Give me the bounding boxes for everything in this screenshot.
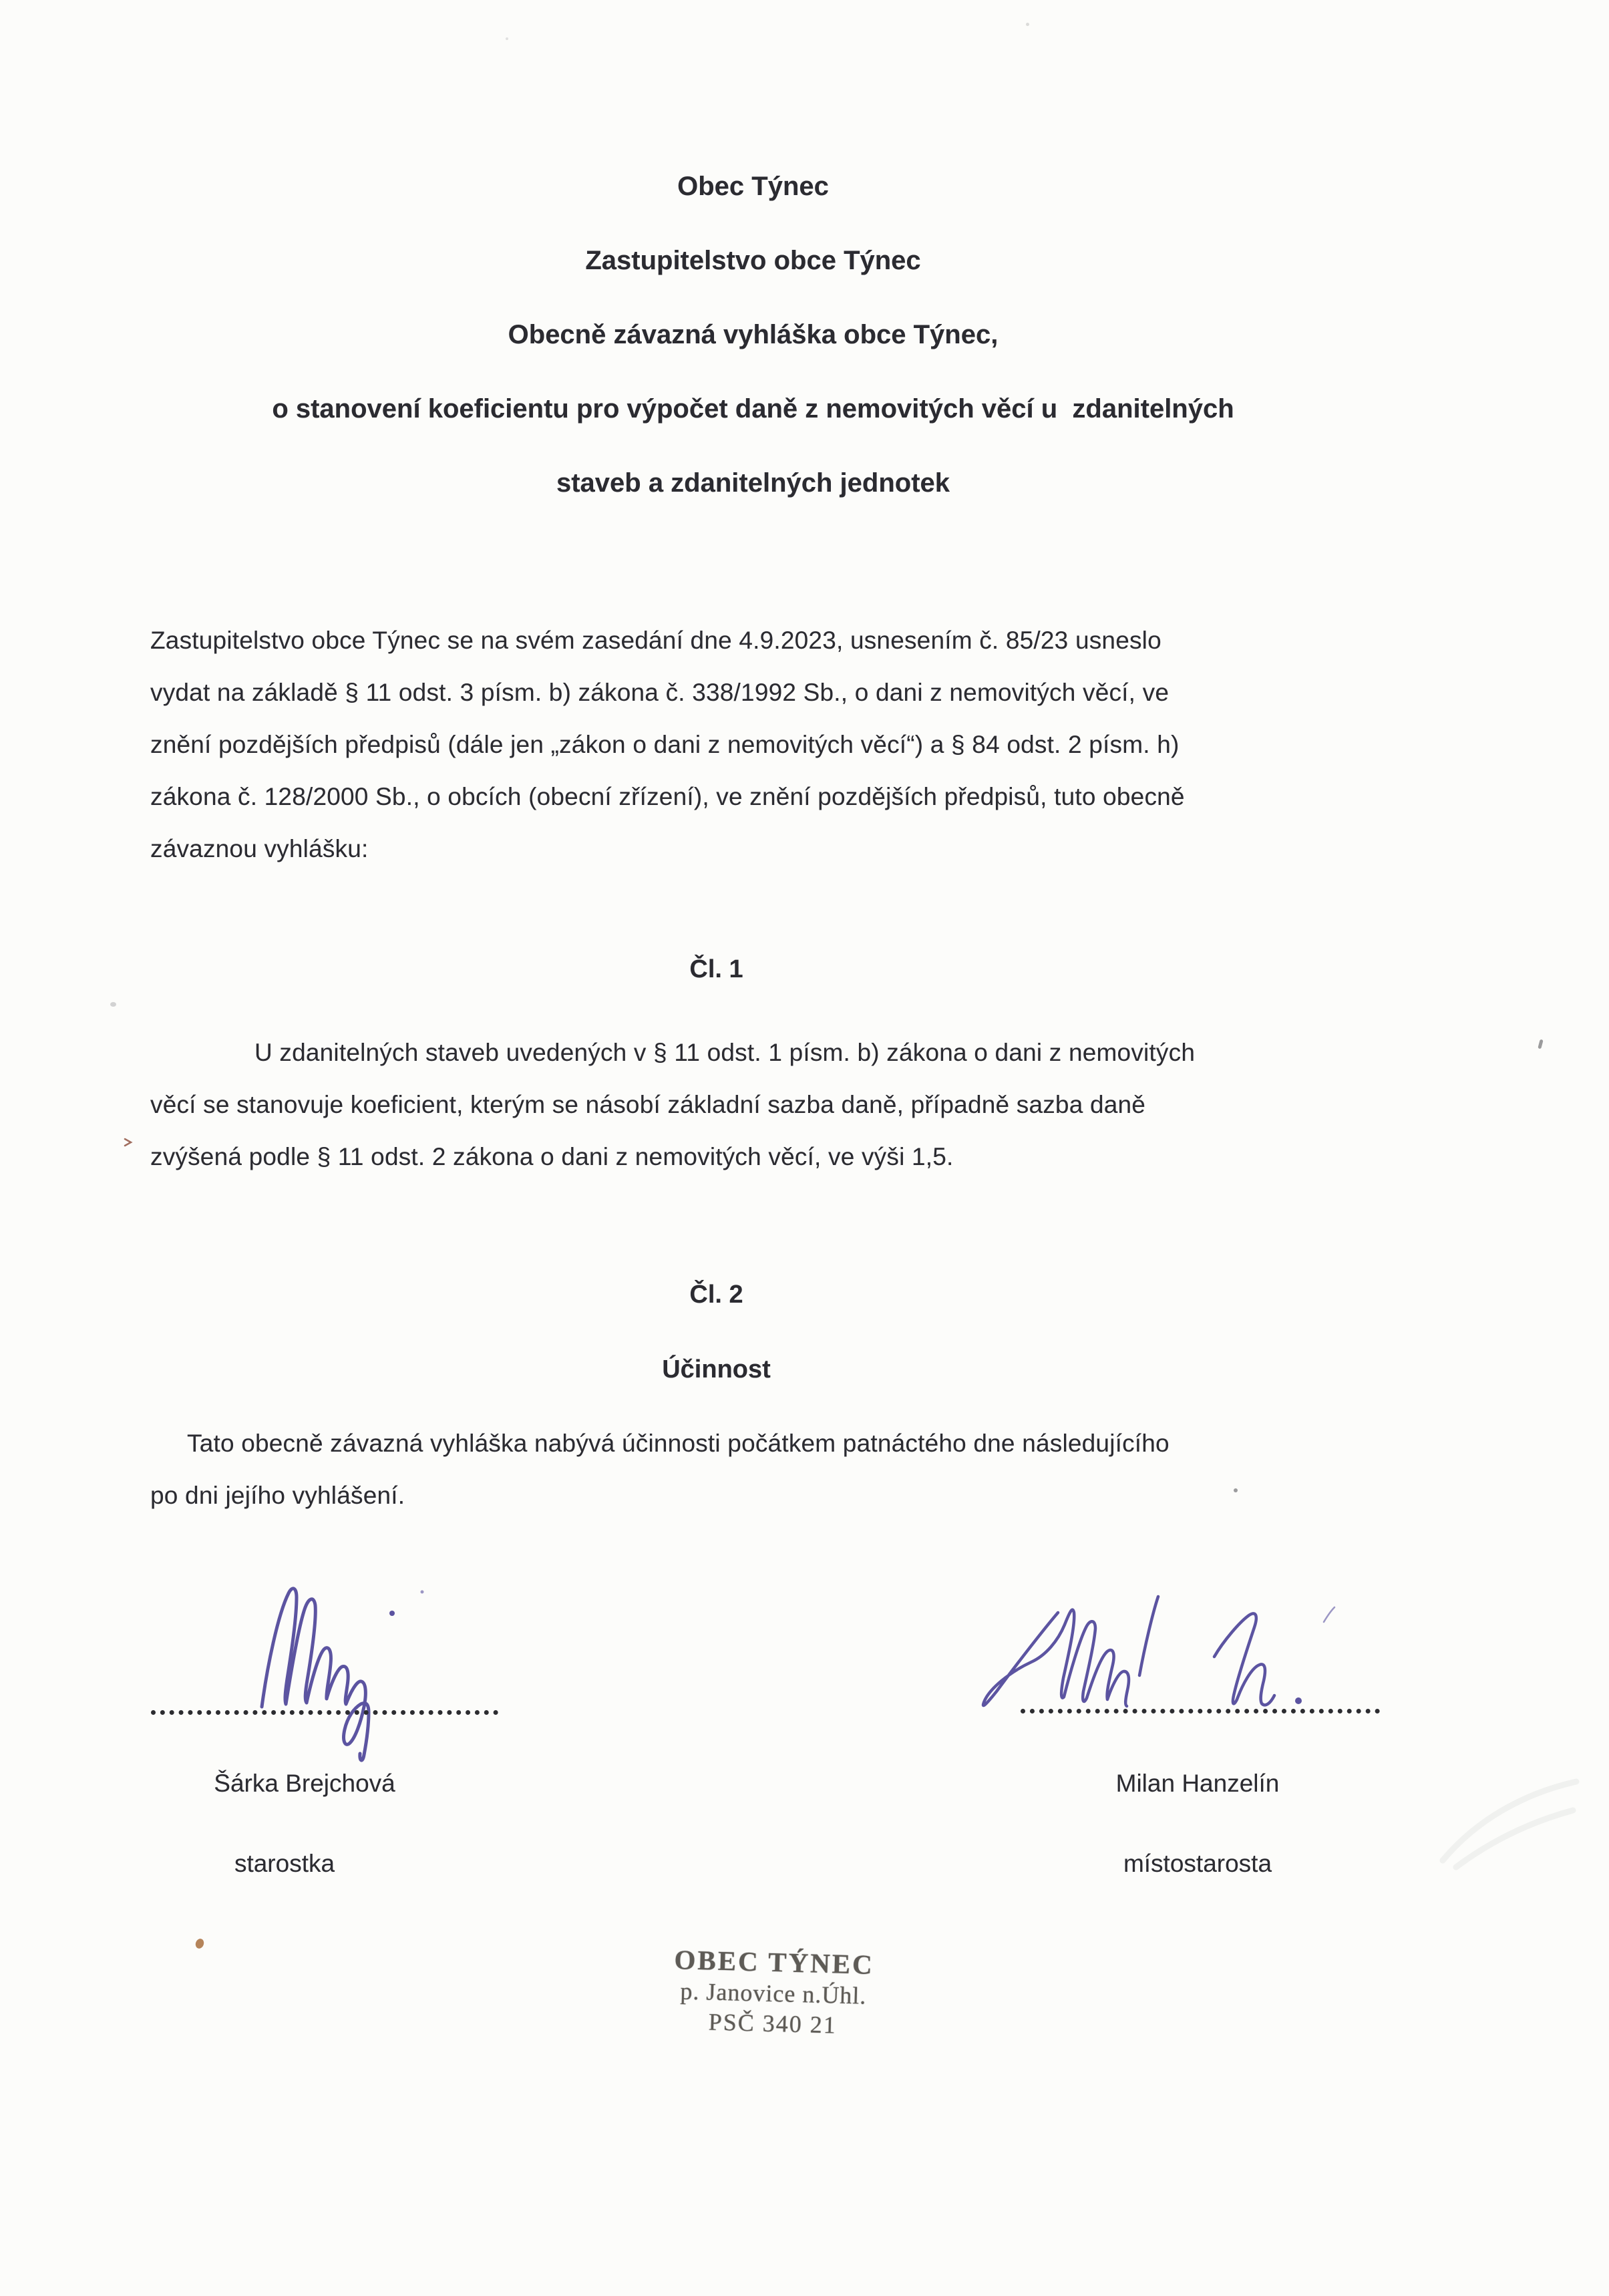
article2-heading: Čl. 2 <box>689 1281 743 1309</box>
stamp-line-3: PSČ 340 21 <box>708 2008 838 2039</box>
signatory-right-name: Milan Hanzelín <box>1115 1770 1280 1797</box>
signature-right-dotted-line <box>1021 1709 1380 1713</box>
stamp-line-2: p. Janovice n.Úhl. <box>679 1977 867 2009</box>
article2-paragraph <box>150 1418 1486 1522</box>
article1-heading: Čl. 1 <box>689 955 743 983</box>
article1-line: U zdanitelných staveb uvedených v § 11 odst. 1 písm. b) zákona o dani z nemovitých <box>254 1039 1196 1066</box>
article1-line: zvýšená podle § 11 odst. 2 zákona o dani z nemovitých věcí, ve výši 1,5. <box>150 1143 954 1170</box>
scan-smudge <box>1436 1774 1590 1874</box>
title-subject-line1: o stanovení koeficientu pro výpočet daně z nemovitých věcí u zdanitelných <box>272 394 1234 424</box>
article2-subheading: Účinnost <box>662 1355 771 1383</box>
article1-line: věcí se stanovuje koeficient, kterým se násobí základní sazba daně, případně sazba daně <box>150 1091 1146 1118</box>
scan-speck-apostrophe <box>1538 1039 1543 1049</box>
preamble-line: Zastupitelstvo obce Týnec se na svém zasedání dne 4.9.2023, usnesením č. 85/23 usneslo <box>150 627 1161 654</box>
article2-line: Tato obecně závazná vyhláška nabývá účinnosti počátkem patnáctého dne následujícího <box>187 1430 1170 1457</box>
signature-left-dotted-line <box>151 1710 498 1715</box>
scan-speck-dot <box>1234 1488 1238 1492</box>
signature-right-ink <box>979 1593 1367 1719</box>
preamble-line: znění pozdějších předpisů (dále jen „zákon o dani z nemovitých věcí“) a § 84 odst. 2 písm. h) <box>150 731 1180 758</box>
article1-paragraph <box>150 1027 1486 1183</box>
document-header <box>117 150 1389 520</box>
title-subject-line2: staveb a zdanitelných jednotek <box>556 468 950 498</box>
signatory-right-role: místostarosta <box>1123 1850 1272 1877</box>
signatory-left-role: starostka <box>234 1850 335 1877</box>
preamble-line: závaznou vyhlášku: <box>150 835 369 862</box>
scan-speck <box>110 1002 116 1007</box>
scan-speck-red-chevron <box>123 1137 134 1148</box>
signatory-left-name: Šárka Brejchová <box>214 1770 395 1797</box>
preamble-line: vydat na základě § 11 odst. 3 písm. b) zákona č. 338/1992 Sb., o dani z nemovitých věcí, ve <box>150 679 1170 706</box>
scan-speck <box>506 37 508 40</box>
stamp-line-1: OBEC TÝNEC <box>674 1944 875 1980</box>
signature-left-ink <box>255 1587 435 1767</box>
municipality-stamp <box>639 1942 908 2042</box>
article2-line: po dni jejího vyhlášení. <box>150 1482 405 1509</box>
preamble-paragraph <box>150 615 1486 875</box>
title-municipality: Obec Týnec <box>677 172 829 201</box>
scan-speck-tan <box>194 1937 205 1949</box>
title-decree: Obecně závazná vyhláška obce Týnec, <box>508 320 999 349</box>
scan-speck <box>1026 23 1029 26</box>
preamble-line: zákona č. 128/2000 Sb., o obcích (obecní zřízení), ve znění pozdějších předpisů, tuto obecně <box>150 783 1185 810</box>
title-council: Zastupitelstvo obce Týnec <box>585 246 921 275</box>
